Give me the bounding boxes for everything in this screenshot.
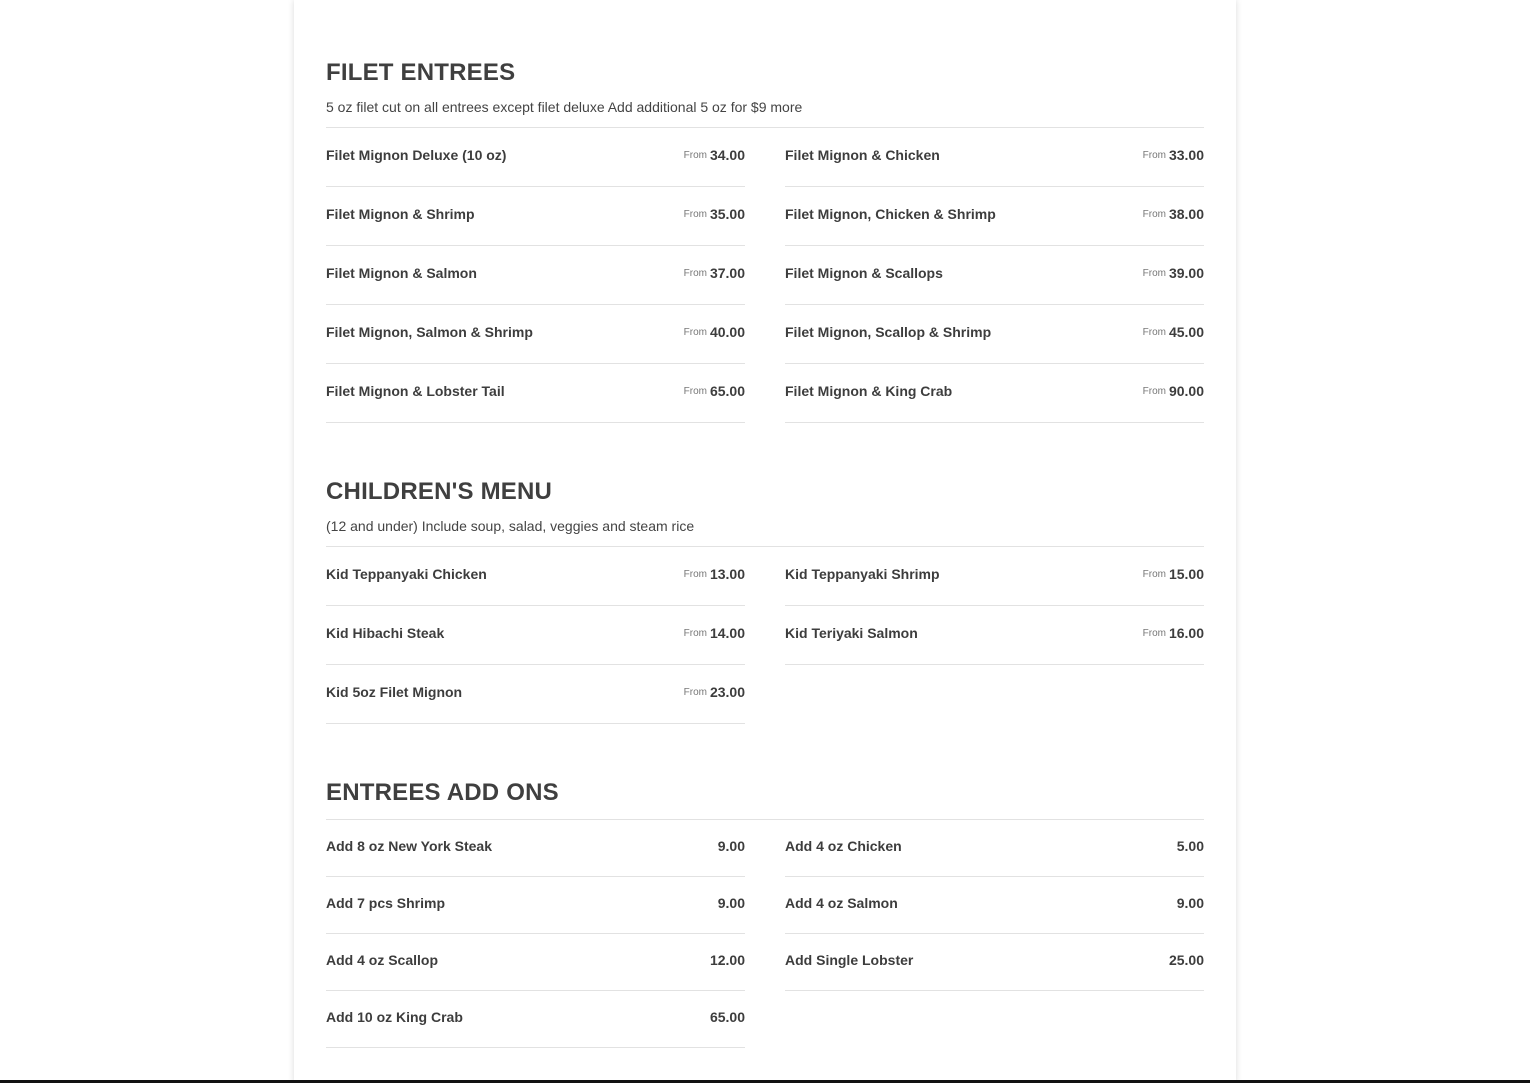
- section-description: 5 oz filet cut on all entrees except filet deluxe Add additional 5 oz for $9 more: [326, 99, 803, 115]
- menu-item[interactable]: [326, 187, 745, 246]
- price-from-label: From: [683, 327, 707, 338]
- item-price: 90.00: [1168, 383, 1204, 399]
- menu-item[interactable]: [326, 606, 745, 665]
- item-price: 25.00: [1168, 952, 1204, 968]
- price-from-label: From: [1142, 569, 1166, 580]
- menu-item[interactable]: [785, 364, 1204, 423]
- item-price: 9.00: [717, 838, 745, 854]
- section-title: CHILDREN'S MENU: [326, 478, 553, 505]
- item-price: 12.00: [709, 952, 745, 968]
- item-name: Filet Mignon & Scallops: [785, 265, 943, 281]
- price-from-label: From: [683, 628, 707, 639]
- item-price: 38.00: [1168, 206, 1204, 222]
- menu-item[interactable]: [326, 305, 745, 364]
- menu-item[interactable]: [326, 246, 745, 305]
- menu-grid: [326, 128, 1204, 424]
- section-title: ENTREES ADD ONS: [326, 779, 559, 806]
- menu-item[interactable]: [785, 305, 1204, 364]
- menu-item[interactable]: [326, 934, 745, 991]
- price-from-label: From: [683, 687, 707, 698]
- menu-item[interactable]: [785, 128, 1204, 187]
- menu-item[interactable]: [326, 820, 745, 877]
- item-price: 13.00: [709, 566, 745, 582]
- price-from-label: From: [683, 569, 707, 580]
- item-name: Kid 5oz Filet Mignon: [326, 684, 463, 700]
- item-name: Add 4 oz Scallop: [326, 952, 439, 968]
- section-filet-entrees: [326, 59, 1204, 424]
- item-name: Filet Mignon & Shrimp: [326, 206, 475, 222]
- item-price: 34.00: [709, 147, 745, 163]
- menu-panel: [294, 0, 1236, 1083]
- item-price: 39.00: [1168, 265, 1204, 281]
- section-entrees-add-ons: [326, 779, 1204, 1050]
- item-price: 65.00: [709, 1009, 745, 1025]
- price-from-label: From: [1142, 150, 1166, 161]
- price-from-label: From: [1142, 268, 1166, 279]
- menu-item[interactable]: [326, 364, 745, 423]
- item-name: Filet Mignon Deluxe (10 oz): [326, 147, 507, 163]
- item-price: 14.00: [709, 625, 745, 641]
- item-price: 5.00: [1176, 838, 1204, 854]
- item-price: 9.00: [717, 895, 745, 911]
- item-price: 40.00: [709, 324, 745, 340]
- item-name: Kid Teppanyaki Chicken: [326, 566, 487, 582]
- price-from-label: From: [683, 386, 707, 397]
- price-from-label: From: [1142, 209, 1166, 220]
- item-name: Filet Mignon & Salmon: [326, 265, 477, 281]
- menu-grid: [326, 547, 1204, 725]
- menu-item[interactable]: [785, 606, 1204, 665]
- item-price: 33.00: [1168, 147, 1204, 163]
- item-name: Filet Mignon & Chicken: [785, 147, 940, 163]
- price-from-label: From: [1142, 327, 1166, 338]
- item-price: 35.00: [709, 206, 745, 222]
- menu-item[interactable]: [785, 877, 1204, 934]
- menu-item[interactable]: [326, 991, 745, 1048]
- item-name: Add Single Lobster: [785, 952, 914, 968]
- item-name: Filet Mignon, Chicken & Shrimp: [785, 206, 996, 222]
- section-description: (12 and under) Include soup, salad, veggies and steam rice: [326, 518, 695, 534]
- item-name: Add 4 oz Salmon: [785, 895, 898, 911]
- item-name: Filet Mignon, Salmon & Shrimp: [326, 324, 533, 340]
- item-price: 9.00: [1176, 895, 1204, 911]
- item-name: Add 7 pcs Shrimp: [326, 895, 446, 911]
- item-price: 15.00: [1168, 566, 1204, 582]
- item-name: Filet Mignon & Lobster Tail: [326, 383, 505, 399]
- price-from-label: From: [683, 150, 707, 161]
- price-from-label: From: [683, 268, 707, 279]
- item-name: Kid Hibachi Steak: [326, 625, 445, 641]
- item-price: 23.00: [709, 684, 745, 700]
- item-name: Add 8 oz New York Steak: [326, 838, 492, 854]
- menu-item[interactable]: [785, 820, 1204, 877]
- section-title: FILET ENTREES: [326, 59, 516, 86]
- item-name: Filet Mignon & King Crab: [785, 383, 953, 399]
- menu-item[interactable]: [785, 934, 1204, 991]
- menu-grid: [326, 820, 1204, 1050]
- menu-item[interactable]: [785, 246, 1204, 305]
- menu-item[interactable]: [326, 547, 745, 606]
- menu-item[interactable]: [326, 128, 745, 187]
- price-from-label: From: [683, 209, 707, 220]
- item-name: Add 4 oz Chicken: [785, 838, 902, 854]
- menu-item[interactable]: [785, 187, 1204, 246]
- item-name: Kid Teriyaki Salmon: [785, 625, 918, 641]
- menu-item[interactable]: [326, 665, 745, 724]
- item-name: Add 10 oz King Crab: [326, 1009, 463, 1025]
- section-childrens-menu: [326, 478, 1204, 725]
- menu-item[interactable]: [785, 547, 1204, 606]
- item-name: Filet Mignon, Scallop & Shrimp: [785, 324, 992, 340]
- item-name: Kid Teppanyaki Shrimp: [785, 566, 940, 582]
- item-price: 37.00: [709, 265, 745, 281]
- item-price: 16.00: [1168, 625, 1204, 641]
- item-price: 45.00: [1168, 324, 1204, 340]
- price-from-label: From: [1142, 628, 1166, 639]
- menu-item[interactable]: [326, 877, 745, 934]
- price-from-label: From: [1142, 386, 1166, 397]
- item-price: 65.00: [709, 383, 745, 399]
